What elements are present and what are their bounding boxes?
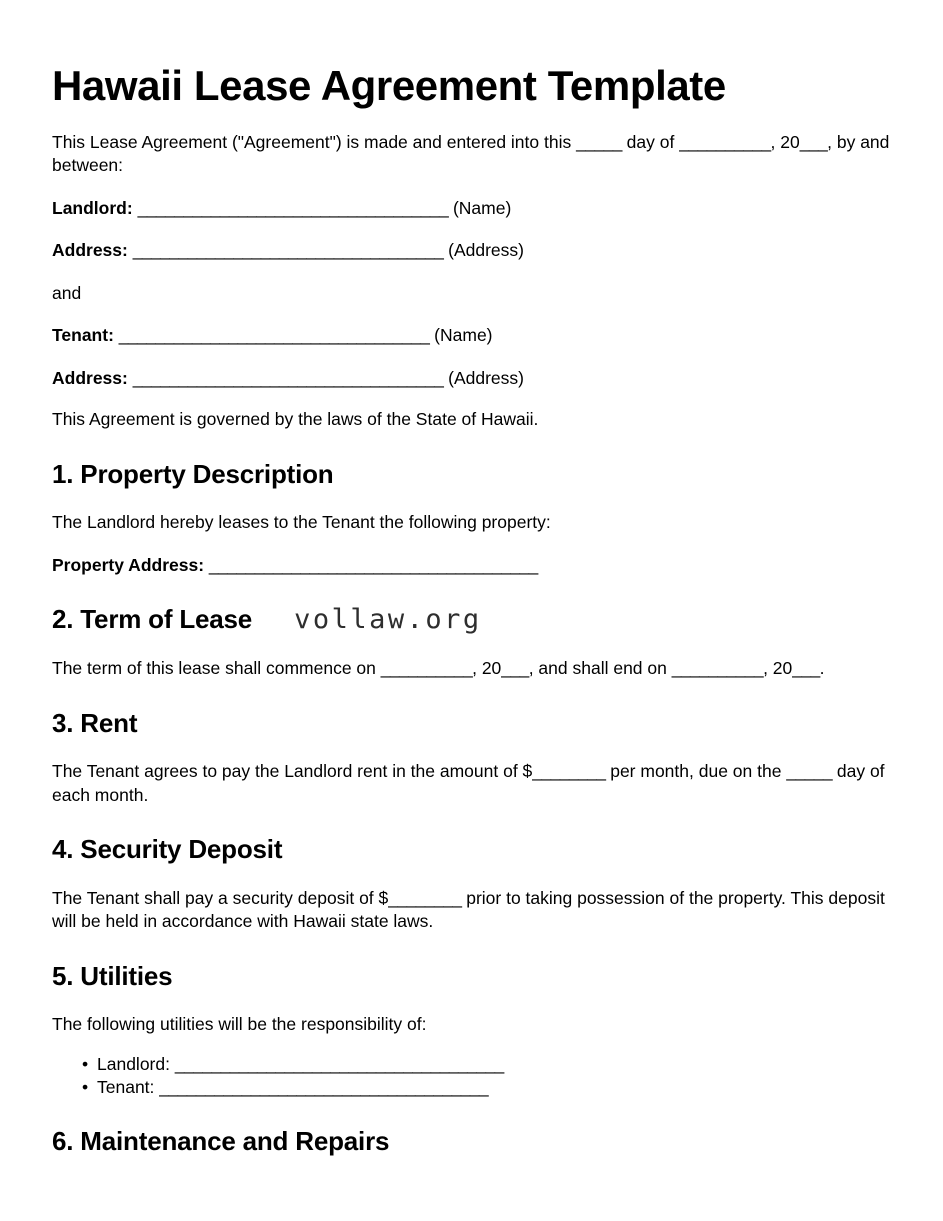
intro-blank-month: __________	[679, 132, 771, 153]
landlord-name-line	[52, 197, 895, 220]
utility-landlord-blank: ____________________________________	[174, 1053, 504, 1074]
tenant-name-line	[52, 324, 895, 347]
utility-tenant-label: Tenant:	[97, 1076, 160, 1097]
intro-paragraph	[52, 131, 895, 178]
section-1-body: The Landlord hereby leases to the Tenant the following property:	[52, 512, 551, 533]
section-2-heading-row	[52, 604, 895, 635]
intro-blank-day: _____	[576, 132, 622, 153]
section-2-body	[52, 657, 895, 680]
tenant-label: Tenant:	[52, 325, 114, 346]
section-2-text-3: , and shall end on	[528, 658, 672, 679]
section-3-text-1: The Tenant agrees to pay the Landlord rent in the amount of $	[52, 761, 533, 782]
landlord-name-hint: (Name)	[452, 197, 512, 218]
intro-text-3: , 20	[770, 132, 800, 153]
section-3-blank-day: _____	[786, 761, 832, 782]
section-heading-5: 5. Utilities	[52, 960, 173, 991]
section-heading-3: 3. Rent	[52, 707, 138, 738]
section-2-text-4: , 20	[763, 658, 793, 679]
tenant-address-line	[52, 367, 895, 390]
section-3-text-2: per month, due on the	[605, 761, 787, 782]
page-title: Hawaii Lease Agreement Template	[52, 62, 726, 109]
conjunction-and: and	[52, 282, 82, 303]
governing-law-paragraph: This Agreement is governed by the laws of the State of Hawaii.	[52, 409, 539, 430]
section-4-text-1: The Tenant shall pay a security deposit of $	[52, 887, 389, 908]
property-address-label: Property Address:	[52, 554, 205, 575]
utilities-list	[52, 1053, 895, 1099]
landlord-address-label: Address:	[52, 240, 128, 261]
section-2-blank-start-year: ___	[501, 658, 529, 679]
landlord-label: Landlord:	[52, 197, 133, 218]
property-address-blank: ____________________________________	[208, 554, 538, 575]
tenant-name-hint: (Name)	[434, 325, 493, 346]
section-2-blank-end-date: __________	[671, 658, 764, 679]
section-4-body	[52, 887, 895, 934]
section-4-text-2: prior to taking possession of the property. This deposit will be held in accordance with Hawaii state laws.	[52, 887, 885, 932]
landlord-address-hint: (Address)	[448, 240, 524, 261]
section-3-body	[52, 760, 895, 807]
landlord-address-line	[52, 239, 895, 262]
section-2-blank-start-date: __________	[380, 658, 473, 679]
landlord-name-blank: __________________________________	[137, 197, 449, 218]
tenant-address-label: Address:	[52, 367, 128, 388]
property-address-line	[52, 554, 895, 577]
intro-blank-year: ___	[799, 132, 828, 153]
utility-tenant-blank: ____________________________________	[159, 1076, 489, 1097]
intro-text-1: This Lease Agreement ("Agreement") is made and entered into this	[52, 132, 577, 153]
section-heading-1: 1. Property Description	[52, 458, 334, 489]
section-2-text-5: .	[819, 658, 825, 679]
section-heading-4: 4. Security Deposit	[52, 834, 283, 865]
utility-landlord-label: Landlord:	[97, 1053, 175, 1074]
list-item	[52, 1076, 895, 1099]
section-5-body: The following utilities will be the responsibility of:	[52, 1014, 427, 1035]
intro-text-2: day of	[621, 132, 680, 153]
section-2-text-1: The term of this lease shall commence on	[52, 658, 381, 679]
section-2-blank-end-year: ___	[792, 658, 820, 679]
section-4-blank-deposit: ________	[388, 887, 462, 908]
section-3-blank-amount: ________	[532, 761, 606, 782]
section-heading-2: 2. Term of Lease	[52, 604, 253, 635]
list-item	[52, 1053, 895, 1076]
landlord-address-blank: __________________________________	[132, 240, 444, 261]
section-3-text-3: day of each month.	[52, 761, 885, 805]
intro-text-4: , by and between:	[52, 132, 890, 176]
watermark-vollaw: vollaw.org	[294, 604, 482, 636]
section-heading-6: 6. Maintenance and Repairs	[52, 1125, 390, 1156]
tenant-address-hint: (Address)	[448, 367, 524, 388]
section-2-text-2: , 20	[472, 658, 502, 679]
tenant-name-blank: __________________________________	[118, 325, 430, 346]
tenant-address-blank: __________________________________	[132, 367, 444, 388]
